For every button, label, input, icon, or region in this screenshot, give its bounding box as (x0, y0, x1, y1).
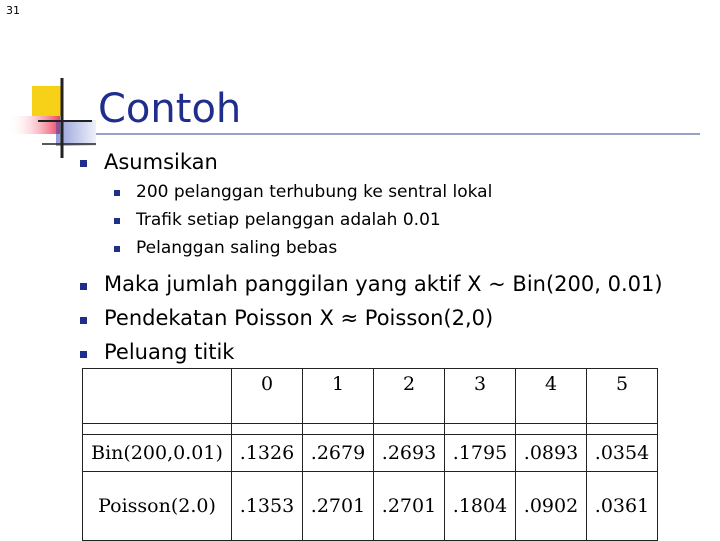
table-cell: .0893 (516, 435, 587, 472)
table-row (83, 472, 658, 541)
table-row (83, 435, 658, 472)
table-header-cell (83, 369, 232, 424)
logo-yellow-square (32, 86, 62, 116)
table-header-cell: 2 (374, 369, 445, 424)
table-cell: .1804 (445, 472, 516, 541)
table-cell: .1326 (232, 435, 303, 472)
table-cell: .0902 (516, 472, 587, 541)
row-label: Bin(200,0.01) (83, 435, 232, 472)
bullet-poisson: Pendekatan Poisson X ≈ Poisson(2,0) (104, 306, 494, 330)
table-cell: .2701 (374, 472, 445, 541)
sub-bullet: Pelanggan saling bebas (136, 238, 338, 258)
bullet-square-icon (114, 190, 120, 196)
sub-bullet: Trafik setiap pelanggan adalah 0.01 (136, 210, 441, 230)
bullet-square-icon (80, 283, 87, 290)
bullet-square-icon (114, 218, 120, 224)
table-cell: .2679 (303, 435, 374, 472)
table-header-cell: 4 (516, 369, 587, 424)
bullet-asumsikan: Asumsikan (104, 150, 218, 174)
slide-logo-graphic (0, 0, 720, 170)
bullet-peluang-titik: Peluang titik (104, 340, 235, 364)
bullet-square-icon (80, 160, 87, 167)
bullet-square-icon (80, 351, 87, 358)
table-cell: .2701 (303, 472, 374, 541)
logo-blue-square (56, 120, 96, 146)
table-cell: .1795 (445, 435, 516, 472)
table-cell: .2693 (374, 435, 445, 472)
table-header-cell: 5 (587, 369, 658, 424)
table-cell: .1353 (232, 472, 303, 541)
bullet-binomial: Maka jumlah panggilan yang aktif X ~ Bin(200, 0.01) (104, 272, 663, 296)
probability-table (82, 368, 658, 541)
logo-red-bar (8, 116, 60, 134)
table-header-row (83, 369, 658, 424)
row-label: Poisson(2.0) (83, 472, 232, 541)
page-number: 31 (6, 4, 20, 17)
bullet-square-icon (80, 317, 87, 324)
table-header-cell: 0 (232, 369, 303, 424)
slide-title: Contoh (98, 86, 242, 132)
table-cell: .0354 (587, 435, 658, 472)
table-gap-row (83, 424, 658, 435)
title-underline (96, 133, 700, 135)
table-header-cell: 1 (303, 369, 374, 424)
sub-bullet: 200 pelanggan terhubung ke sentral lokal (136, 182, 493, 202)
table-header-cell: 3 (445, 369, 516, 424)
table-cell: .0361 (587, 472, 658, 541)
bullet-square-icon (114, 246, 120, 252)
